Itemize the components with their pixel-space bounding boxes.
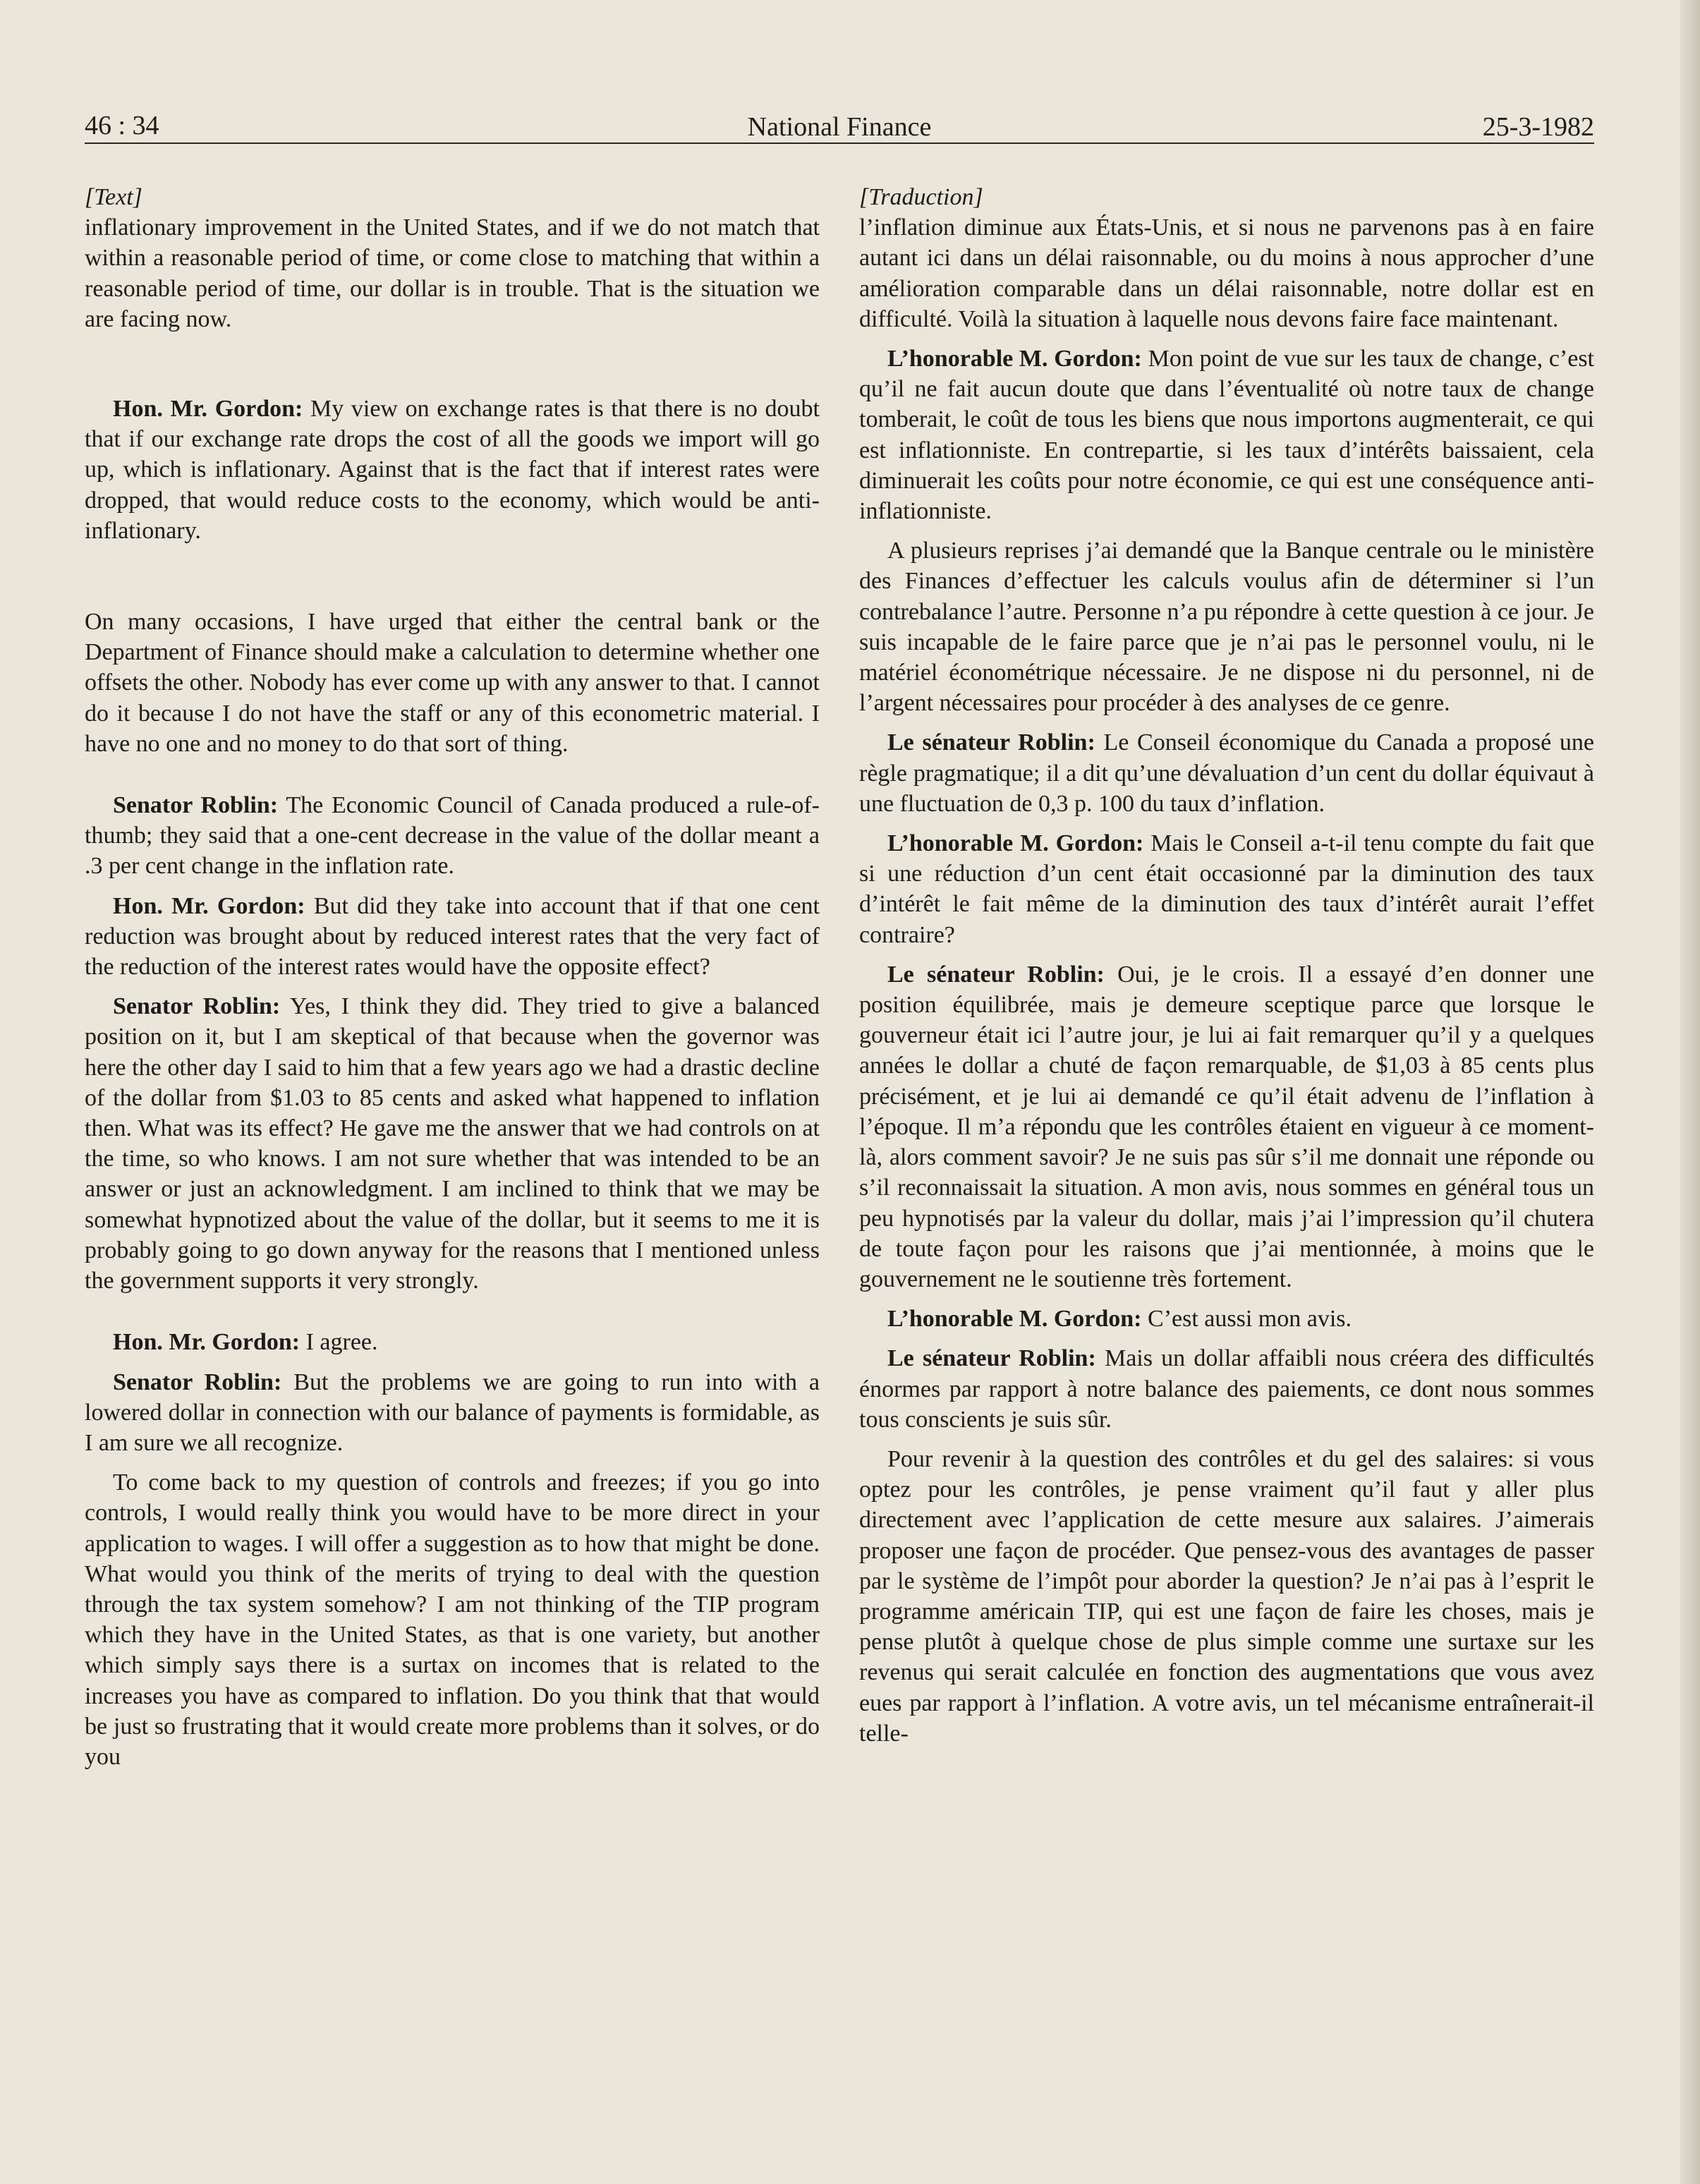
- paragraph: Hon. Mr. Gordon: I agree.: [113, 1329, 378, 1356]
- header-rule: [85, 142, 1594, 144]
- speaker-name: Hon. Mr. Gordon:: [113, 396, 303, 423]
- speaker-name: Senator Roblin:: [113, 1369, 282, 1395]
- paragraph: Le sénateur Roblin: Oui, je le crois. Il a essayé d’en donner une position équilibrée, mais je demeure sceptique parce que lorsque le gouverneur était ici l’autre jour, je lui ai fait remarquer qu’il y a quelques années le dollar a chuté de façon remarquable, de $1,03 à 85 cents plus précisément, et je lui ai demandé ce qu’il était advenu de l’inflation à l’époque. Il m’a répondu que les contrôles étaient en vigueur à ce moment-là, alors comment savoir? Je ne suis pas sûr s’il me donnait une réponde ou s’il reconnaissait la situation. A mon avis, nous sommes en général tous un peu hypnotisés par la valeur du dollar, mais j’ai l’impression qu’il chutera de toute façon pour les raisons que j’ai mentionnée, à moins que le gouvernement ne le soutienne très fortement.: [859, 961, 1594, 1292]
- speaker-name: Hon. Mr. Gordon:: [113, 892, 305, 919]
- running-header: [85, 104, 1594, 144]
- speaker-name: Le sénateur Roblin:: [887, 729, 1095, 756]
- paragraph: L’honorable M. Gordon: Mon point de vue sur les taux de change, c’est qu’il ne fait aucun doute que dans l’éventualité où notre taux de change tomberait, le coût de tous les biens que nous importons augmenterait, ce qui est inflationniste. En contrepartie, si les taux d’intérêts baissaient, cela diminuerait les coûts pour notre économie, ce qui est une conséquence anti-inflationniste.: [859, 346, 1595, 525]
- header-date: 25-3-1982: [1482, 112, 1594, 142]
- french-column: [859, 182, 1594, 1749]
- speaker-name: Hon. Mr. Gordon:: [113, 1329, 300, 1356]
- speaker-name: Le sénateur Roblin:: [887, 1345, 1096, 1372]
- paragraph: l’inflation diminue aux États-Unis, et si nous ne parvenons pas à en faire autant ici dans un délai raisonnable, ou du moins à nous approcher d’une amélioration comparable dans un délai raisonnable, notre dollar est en difficulté. Voilà la situation à laquelle nous devons faire face maintenant.: [859, 214, 1594, 332]
- paragraph: L’honorable M. Gordon: Mais le Conseil a-t-il tenu compte du fait que si une réduction d’un cent était occasionné par la diminution des taux d’intérêt le fait même de la diminution des taux d’intérêt aurait l’effet contraire?: [859, 830, 1594, 948]
- paragraph: Le sénateur Roblin: Le Conseil économique du Canada a proposé une règle pragmatique; il a dit qu’une dévaluation d’un cent du dollar équivaut à une fluctuation de 0,3 p. 100 du taux d’inflation.: [859, 729, 1595, 817]
- paragraph: Pour revenir à la question des contrôles et du gel des salaires: si vous optez pour les contrôles, je pense vraiment qu’il faut y aller plus directement avec l’application de cette mesure aux salaires. J’aimerais proposer une façon de procéder. Que pensez-vous des avantages de passer par le système de l’impôt pour aborder la question? Je n’ai pas à l’esprit le programme américain TIP, qui est une façon de faire les choses, mais je pense plutôt à quelque chose de plus simple comme une surtaxe sur les revenus qui serait calculée en fonction des augmentations que vous avez eues par rapport à l’inflation. A votre avis, un tel mécanisme entraînerait-il telle-: [859, 1445, 1594, 1747]
- paragraph: Hon. Mr. Gordon: But did they take into account that if that one cent reduction was brought about by reduced interest rates that the very fact of the reduction of the interest rates would have the opposite effect?: [85, 892, 820, 981]
- paragraph: On many occasions, I have urged that either the central bank or the Department of Finance should make a calculation to determine whether one offsets the other. Nobody has ever come up with any answer to that. I cannot do it because I do not have the staff or any of this econometric material. I have no one and no money to do that sort of thing.: [85, 609, 820, 757]
- column-label: [Traduction]: [859, 184, 983, 210]
- publication-title: National Finance: [747, 112, 932, 142]
- paragraph: Le sénateur Roblin: Mais un dollar affaibli nous créera des difficultés énormes par rapport à notre balance des paiements, ce dont nous sommes tous conscients je suis sûr.: [859, 1345, 1594, 1433]
- column-label: [Text]: [85, 184, 142, 210]
- speaker-name: Senator Roblin:: [113, 792, 279, 819]
- speaker-name: Senator Roblin:: [113, 993, 281, 1020]
- page-number: 46 : 34: [85, 111, 159, 140]
- speaker-name: Le sénateur Roblin:: [887, 961, 1105, 988]
- paragraph: Senator Roblin: Yes, I think they did. They tried to give a balanced position on it, but I am skeptical of that because when the governor was here the other day I said to him that a few years ago we had a drastic decline of the dollar from $1.03 to 85 cents and asked what happened to inflation then. What was its effect? He gave me the answer that we had controls on at the time, so who knows. I am not sure whether that was intended to be an answer or just an acknowledgment. I am inclined to think that we may be somewhat hypnotized about the value of the dollar, but it seems to me it is probably going to go down anyway for the reasons that I mentioned unless the government supports it very strongly.: [85, 993, 820, 1294]
- paragraph: Senator Roblin: But the problems we are going to run into with a lowered dollar in connection with our balance of payments is formidable, as I am sure we all recognize.: [85, 1369, 820, 1456]
- paragraph: inflationary improvement in the United States, and if we do not match that within a reasonable period of time, or come close to matching that within a reasonable period of time, our dollar is in trouble. That is the situation we are facing now.: [85, 214, 820, 332]
- speaker-name: L’honorable M. Gordon:: [887, 830, 1144, 857]
- speaker-name: L’honorable M. Gordon:: [887, 1306, 1142, 1333]
- paragraph: L’honorable M. Gordon: C’est aussi mon avis.: [887, 1306, 1352, 1333]
- paragraph: Hon. Mr. Gordon: My view on exchange rates is that there is no doubt that if our exchange rate drops the cost of all the goods we import will go up, which is inflationary. Against that is the fact that if interest rates were dropped, that would reduce costs to the economy, which would be anti-inflationary.: [85, 396, 820, 544]
- english-column: [85, 182, 820, 1772]
- paragraph: A plusieurs reprises j’ai demandé que la Banque centrale ou le ministère des Finances d’effectuer les calculs voulus afin de déterminer si l’un contrebalance l’autre. Personne n’a pu répondre à cette question à ce jour. Je suis incapable de le faire parce que je n’ai pas le personnel voulu, ni le matériel économétrique nécessaire. Je ne dispose ni du personnel, ni de l’argent nécessaires pour procéder à des analyses de ce genre.: [859, 538, 1594, 717]
- paragraph: Senator Roblin: The Economic Council of Canada produced a rule-of-thumb; they said that a one-cent decrease in the value of the dollar meant a .3 per cent change in the inflation rate.: [85, 792, 820, 880]
- paragraph: To come back to my question of controls and freezes; if you go into controls, I would really think you would have to be more direct in your application to wages. I will offer a suggestion as to how that might be done. What would you think of the merits of trying to deal with the question through the tax system somehow? I am not thinking of the TIP program which they have in the United States, as that is one variety, but another which simply says there is a surtax on incomes that is related to the increases you have as compared to inflation. Do you think that that would be just so frustrating that it would create more problems than it solves, or do you: [85, 1469, 820, 1770]
- page-edge-shadow: [1680, 0, 1700, 2184]
- speaker-name: L’honorable M. Gordon:: [887, 346, 1142, 372]
